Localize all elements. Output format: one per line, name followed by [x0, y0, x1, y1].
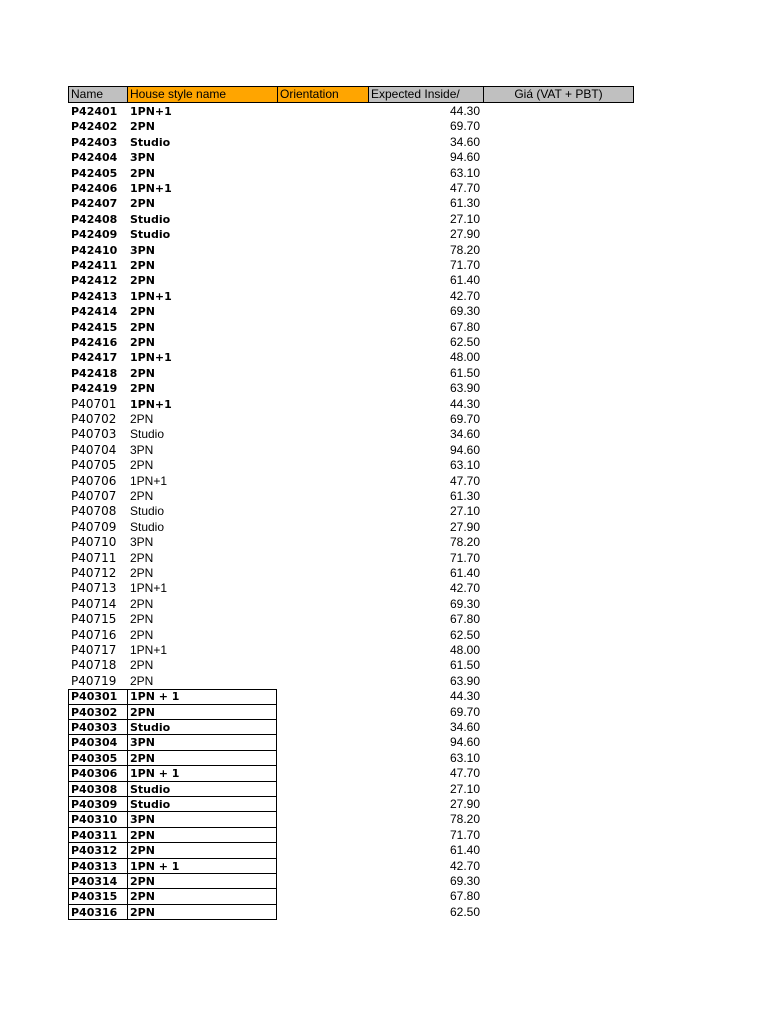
unit-name-cell[interactable]: P40712 [71, 566, 117, 580]
house-style-cell[interactable]: 2PN [130, 751, 155, 765]
expected-inside-cell[interactable]: 42.70 [449, 288, 480, 303]
house-style-cell[interactable]: 3PN [130, 535, 154, 550]
expected-inside-cell[interactable]: 69.70 [449, 119, 480, 134]
expected-inside-cell[interactable]: 47.70 [449, 181, 480, 195]
house-style-cell[interactable]: Studio [130, 798, 171, 811]
house-style-cell[interactable]: 1PN + 1 [130, 690, 180, 704]
table-row [68, 458, 488, 473]
expected-inside-cell[interactable]: 44.30 [449, 689, 480, 704]
house-style-cell[interactable]: 3PN [130, 442, 154, 457]
unit-name-cell[interactable]: P40702 [71, 412, 117, 426]
house-style-cell[interactable]: 2PN [130, 305, 155, 319]
table-row [68, 597, 488, 612]
house-style-cell[interactable]: 2PN [130, 550, 154, 565]
house-style-cell[interactable]: 2PN [130, 905, 155, 919]
expected-inside-cell[interactable]: 61.50 [449, 658, 480, 673]
unit-name-cell[interactable]: P40309 [71, 798, 118, 811]
unit-name-cell[interactable]: P40312 [71, 844, 118, 858]
table-row [68, 705, 488, 720]
unit-name-cell[interactable]: P40703 [71, 427, 117, 442]
house-style-cell[interactable]: 2PN [130, 197, 155, 211]
house-style-cell[interactable]: 1PN + 1 [130, 767, 180, 781]
unit-name-cell[interactable]: P40706 [71, 473, 117, 488]
house-style-cell[interactable]: Studio [130, 721, 171, 734]
unit-name-cell[interactable]: P42418 [71, 366, 118, 380]
table-row [68, 735, 488, 750]
house-style-cell[interactable]: Studio [130, 504, 165, 519]
expected-inside-cell[interactable]: 69.30 [449, 304, 480, 319]
expected-inside-cell[interactable]: 61.40 [449, 273, 480, 288]
unit-name-cell[interactable]: P42402 [71, 120, 118, 134]
table-row [68, 504, 488, 519]
unit-name-cell[interactable]: P42406 [71, 182, 118, 195]
house-style-cell[interactable]: 2PN [130, 828, 155, 842]
expected-inside-cell[interactable]: 63.90 [449, 673, 480, 688]
table-row [68, 828, 488, 843]
unit-name-cell[interactable]: P40717 [71, 643, 117, 657]
expected-inside-cell[interactable]: 27.90 [449, 797, 480, 811]
header-expected-inside[interactable]: Expected Inside/ [368, 86, 484, 103]
expected-inside-cell[interactable]: 67.80 [449, 889, 480, 904]
header-name[interactable]: Name [68, 86, 128, 103]
table-row [68, 243, 488, 258]
unit-name-cell[interactable]: P40314 [71, 875, 118, 888]
expected-inside-cell[interactable]: 71.70 [449, 258, 480, 272]
house-style-cell[interactable]: 1PN + 1 [130, 859, 180, 873]
table-row [68, 658, 488, 673]
unit-name-cell[interactable]: P40711 [71, 550, 117, 565]
table-row [68, 551, 488, 566]
table-row [68, 520, 488, 535]
expected-inside-cell[interactable]: 27.10 [449, 211, 480, 226]
unit-name-cell[interactable]: P40308 [71, 782, 118, 796]
table-row [68, 782, 488, 797]
table-row [68, 304, 488, 319]
expected-inside-cell[interactable]: 63.90 [449, 381, 480, 396]
house-style-cell[interactable]: Studio [130, 427, 165, 442]
expected-inside-cell[interactable]: 62.50 [449, 627, 480, 642]
house-style-cell[interactable]: 1PN+1 [130, 643, 168, 657]
house-style-cell[interactable]: 1PN+1 [130, 351, 172, 365]
table-row [68, 874, 488, 889]
unit-name-cell[interactable]: P42415 [71, 320, 118, 334]
house-style-cell[interactable]: 2PN [130, 166, 155, 180]
expected-inside-cell[interactable]: 62.50 [449, 904, 480, 919]
expected-inside-cell[interactable]: 69.70 [449, 704, 480, 719]
expected-inside-cell[interactable]: 78.20 [449, 812, 480, 827]
house-style-cell[interactable]: 2PN [130, 612, 154, 627]
house-style-cell[interactable]: 2PN [130, 596, 154, 611]
house-style-cell[interactable]: 1PN+1 [130, 289, 172, 303]
house-style-cell[interactable]: 2PN [130, 844, 155, 858]
house-style-cell[interactable]: Studio [130, 228, 171, 242]
table-row [68, 535, 488, 550]
table-row [68, 196, 488, 211]
table-row [68, 581, 488, 596]
expected-inside-cell[interactable]: 34.60 [449, 134, 480, 149]
house-style-cell[interactable]: 2PN [130, 382, 155, 396]
expected-inside-cell[interactable]: 69.30 [449, 596, 480, 611]
table-row [68, 258, 488, 273]
unit-name-cell[interactable]: P42401 [71, 105, 118, 118]
unit-name-cell[interactable]: P40714 [71, 596, 117, 611]
house-style-cell[interactable]: 2PN [130, 320, 155, 334]
expected-inside-cell[interactable]: 34.60 [449, 720, 480, 734]
unit-name-cell[interactable]: P40709 [71, 519, 117, 534]
unit-name-cell[interactable]: P42414 [71, 305, 118, 319]
expected-inside-cell[interactable]: 47.70 [449, 473, 480, 488]
house-style-cell[interactable]: 1PN+1 [130, 581, 168, 596]
expected-inside-cell[interactable]: 27.10 [449, 781, 480, 796]
house-style-cell[interactable]: 2PN [130, 658, 154, 673]
unit-name-cell[interactable]: P42411 [71, 259, 118, 272]
header-house-style[interactable]: House style name [127, 86, 278, 103]
house-style-cell[interactable]: 2PN [130, 336, 155, 349]
unit-name-cell[interactable]: P40715 [71, 612, 117, 627]
expected-inside-cell[interactable]: 71.70 [449, 550, 480, 565]
house-style-cell[interactable]: 1PN+1 [130, 105, 172, 118]
unit-name-cell[interactable]: P42409 [71, 228, 118, 242]
house-style-cell[interactable]: 2PN [130, 875, 155, 888]
unit-name-cell[interactable]: P40705 [71, 458, 117, 473]
house-style-cell[interactable]: 3PN [130, 151, 155, 165]
house-style-cell[interactable]: Studio [130, 782, 171, 796]
table-row [68, 628, 488, 643]
expected-inside-cell[interactable]: 47.70 [449, 766, 480, 781]
expected-inside-cell[interactable]: 48.00 [449, 643, 480, 657]
table-row [68, 720, 488, 735]
table-row [68, 766, 488, 781]
expected-inside-cell[interactable]: 67.80 [449, 319, 480, 334]
expected-inside-cell[interactable]: 94.60 [449, 442, 480, 457]
table-row [68, 289, 488, 304]
house-style-cell[interactable]: 2PN [130, 120, 155, 134]
unit-name-cell[interactable]: P40716 [71, 627, 117, 642]
table-row [68, 751, 488, 766]
table-row [68, 273, 488, 288]
unit-name-cell[interactable]: P42405 [71, 166, 118, 180]
expected-inside-cell[interactable]: 63.10 [449, 458, 480, 473]
house-style-cell[interactable]: 3PN [130, 736, 155, 750]
expected-inside-cell[interactable]: 48.00 [449, 350, 480, 365]
table-row [68, 643, 488, 658]
house-style-cell[interactable]: 2PN [130, 274, 155, 288]
unit-name-cell[interactable]: P40718 [71, 658, 117, 673]
expected-inside-cell[interactable]: 42.70 [449, 581, 480, 596]
expected-inside-cell[interactable]: 62.50 [449, 335, 480, 349]
house-style-cell[interactable]: 2PN [130, 412, 154, 426]
table-row [68, 350, 488, 365]
unit-name-cell[interactable]: P40713 [71, 581, 117, 596]
expected-inside-cell[interactable]: 71.70 [449, 827, 480, 842]
unit-name-cell[interactable]: P40708 [71, 504, 117, 519]
unit-name-cell[interactable]: P42412 [71, 274, 118, 288]
unit-name-cell[interactable]: P40707 [71, 489, 117, 503]
table-row [68, 905, 488, 920]
header-price[interactable]: Giá (VAT + PBT) [483, 86, 634, 103]
house-style-cell[interactable]: 2PN [130, 705, 155, 719]
house-style-cell[interactable]: 2PN [130, 366, 155, 380]
table-row [68, 689, 488, 704]
unit-name-cell[interactable]: P40710 [71, 535, 117, 550]
house-style-cell[interactable]: Studio [130, 519, 165, 534]
table-row [68, 489, 488, 504]
house-style-cell[interactable]: 2PN [130, 890, 155, 904]
table-row [68, 812, 488, 827]
table-row [68, 443, 488, 458]
expected-inside-cell[interactable]: 63.10 [449, 750, 480, 765]
expected-inside-cell[interactable]: 67.80 [449, 612, 480, 627]
table-row [68, 166, 488, 181]
expected-inside-cell[interactable]: 42.70 [449, 858, 480, 873]
expected-inside-cell[interactable]: 69.70 [449, 412, 480, 426]
house-style-cell[interactable]: Studio [130, 135, 171, 149]
unit-name-cell[interactable]: P40704 [71, 442, 117, 457]
table-row [68, 104, 488, 119]
unit-name-cell[interactable]: P40304 [71, 736, 118, 750]
table-row [68, 797, 488, 812]
table-row [68, 889, 488, 904]
house-style-cell[interactable]: 2PN [130, 259, 155, 272]
unit-name-cell[interactable]: P40302 [71, 705, 118, 719]
expected-inside-cell[interactable]: 61.40 [449, 566, 480, 580]
table-row [68, 612, 488, 627]
unit-name-cell[interactable]: P42419 [71, 382, 118, 396]
house-style-cell[interactable]: 1PN+1 [130, 397, 172, 411]
expected-inside-cell[interactable]: 63.10 [449, 165, 480, 180]
expected-inside-cell[interactable]: 94.60 [449, 735, 480, 750]
unit-name-cell[interactable]: P40315 [71, 890, 118, 904]
table-row [68, 135, 488, 150]
house-style-cell[interactable]: 3PN [130, 813, 155, 827]
unit-name-cell[interactable]: P42417 [71, 351, 118, 365]
table-row [68, 566, 488, 581]
unit-name-cell[interactable]: P42404 [71, 151, 118, 165]
house-style-cell[interactable]: 2PN [130, 489, 154, 503]
table-row [68, 412, 488, 427]
house-style-cell[interactable]: 2PN [130, 458, 154, 473]
house-style-cell[interactable]: 2PN [130, 566, 154, 580]
expected-inside-cell[interactable]: 69.30 [449, 874, 480, 888]
unit-name-cell[interactable]: P42408 [71, 212, 118, 226]
house-style-cell[interactable]: 2PN [130, 627, 154, 642]
expected-inside-cell[interactable]: 44.30 [449, 396, 480, 411]
table-row [68, 366, 488, 381]
table-row [68, 150, 488, 165]
house-style-cell[interactable]: 1PN+1 [130, 182, 172, 195]
table-row [68, 227, 488, 242]
table-row [68, 335, 488, 350]
expected-inside-cell[interactable]: 61.30 [449, 489, 480, 503]
table-row [68, 397, 488, 412]
unit-name-cell[interactable]: P40305 [71, 751, 118, 765]
unit-name-cell[interactable]: P40310 [71, 813, 118, 827]
table-row [68, 119, 488, 134]
unit-name-cell[interactable]: P42403 [71, 135, 118, 149]
expected-inside-cell[interactable]: 44.30 [449, 104, 480, 118]
expected-inside-cell[interactable]: 61.40 [449, 843, 480, 858]
unit-name-cell[interactable]: P40313 [71, 859, 118, 873]
expected-inside-cell[interactable]: 27.90 [449, 519, 480, 534]
expected-inside-cell[interactable]: 78.20 [449, 242, 480, 257]
house-style-cell[interactable]: 3PN [130, 243, 155, 257]
unit-name-cell[interactable]: P40301 [71, 690, 118, 704]
unit-name-cell[interactable]: P42407 [71, 197, 118, 211]
table-row [68, 843, 488, 858]
expected-inside-cell[interactable]: 27.90 [449, 227, 480, 242]
table-row [68, 181, 488, 196]
house-style-cell[interactable]: 1PN+1 [130, 473, 168, 488]
house-style-cell[interactable]: 2PN [130, 673, 154, 688]
expected-inside-cell[interactable]: 34.60 [449, 427, 480, 442]
table-row [68, 427, 488, 442]
expected-inside-cell[interactable]: 61.30 [449, 196, 480, 211]
unit-name-cell[interactable]: P40719 [71, 673, 117, 688]
unit-name-cell[interactable]: P40316 [71, 905, 118, 919]
expected-inside-cell[interactable]: 61.50 [449, 365, 480, 380]
table-row [68, 381, 488, 396]
table-row [68, 212, 488, 227]
table-row [68, 674, 488, 689]
expected-inside-cell[interactable]: 94.60 [449, 150, 480, 165]
unit-name-cell[interactable]: P42413 [71, 289, 118, 303]
house-style-cell[interactable]: Studio [130, 212, 171, 226]
expected-inside-cell[interactable]: 27.10 [449, 504, 480, 519]
unit-name-cell[interactable]: P40701 [71, 396, 117, 411]
unit-name-cell[interactable]: P40303 [71, 721, 118, 734]
unit-name-cell[interactable]: P42410 [71, 243, 118, 257]
unit-name-cell[interactable]: P40311 [71, 828, 118, 842]
header-orientation[interactable]: Orientation [277, 86, 369, 103]
table-row [68, 320, 488, 335]
table-row [68, 859, 488, 874]
expected-inside-cell[interactable]: 78.20 [449, 535, 480, 550]
header-row [68, 86, 634, 103]
unit-name-cell[interactable]: P40306 [71, 767, 118, 781]
table-row [68, 474, 488, 489]
unit-name-cell[interactable]: P42416 [71, 336, 118, 349]
